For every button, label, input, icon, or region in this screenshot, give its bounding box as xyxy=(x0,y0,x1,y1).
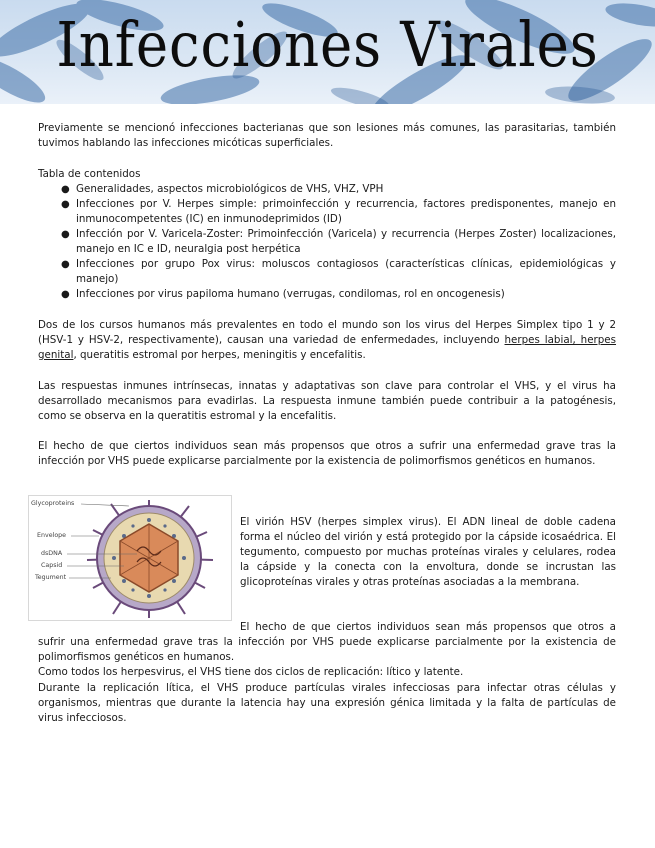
polymorphism-repeat-paragraph: El hecho de que ciertos individuos sean más propensos que otros a sufrir una enfermedad grave tras la infección por VHS puede explicarse parcialmente por la existencia de polimorfismos genéticos en humanos. xyxy=(38,621,616,663)
herpes-types-link[interactable]: herpes labial, herpes genital xyxy=(38,334,617,361)
capsid-label: Capsid xyxy=(41,562,63,569)
bullet-icon: ● xyxy=(61,289,70,300)
header-banner xyxy=(0,0,655,104)
glycoproteins-label: Glycoproteins xyxy=(31,500,75,507)
list-item: ● Infecciones por V. Herpes simple: primoinfección y recurrencia, factores predisponentes, manejo en inmunocompetentes (IC) en inmunodeprimidos (ID) xyxy=(61,198,616,225)
bullet-icon: ● xyxy=(61,184,70,195)
envelope-label: Envelope xyxy=(37,532,67,539)
list-item: ● Generalidades, aspectos microbiológicos de VHS, VHZ, VPH xyxy=(61,183,384,195)
virion-description-paragraph: El virión HSV (herpes simplex virus). El ADN lineal de doble cadena forma el núcleo del virión y está protegido por la cápside icosaédrica. El tegumento, compuesto por muchas proteínas virales y celulares, rodea la cápside y la conecta con la envoltura, donde se incrustan las glicoproteínas virales y otras proteínas asociadas a la membrana. xyxy=(240,516,616,588)
page-title: Infecciones Virales xyxy=(56,8,599,81)
bullet-icon: ● xyxy=(61,229,70,240)
toc-title: Tabla de contenidos xyxy=(38,168,141,180)
bullet-icon: ● xyxy=(61,199,70,210)
virion-illustration xyxy=(29,496,231,620)
intro-paragraph: Previamente se mencionó infecciones bacterianas que son lesiones más comunes, las parasitarias, también tuvimos hablando las infecciones micóticas superficiales. xyxy=(38,122,616,149)
bullet-icon: ● xyxy=(61,259,70,270)
herpes-overview-paragraph: Dos de los cursos humanos más prevalentes en todo el mundo son los virus del Herpes Simplex tipo 1 y 2 (HSV-1 y HSV-2, respectivamente), causan una variedad de enfermedades, incluyendo herpes labial, herpes genital, queratitis estromal por herpes, meningitis y encefalitis. xyxy=(38,319,617,361)
list-item: ● Infecciones por grupo Pox virus: moluscos contagiosos (características clínicas, epidemiológicas y manejo) xyxy=(61,258,616,285)
replication-cycles-paragraph: Como todos los herpesvirus, el VHS tiene dos ciclos de replicación: lítico y latente. xyxy=(38,666,464,678)
immune-response-paragraph: Las respuestas inmunes intrínsecas, innatas y adaptativas son clave para controlar el VHS, y el virus ha desarrollado mecanismos para evadirlas. La respuesta inmune también puede contribuir a la patogénesis, como se observa en la queratitis estromal y la encefalitis. xyxy=(38,380,616,422)
lytic-latency-paragraph: Durante la replicación lítica, el VHS produce partículas virales infecciosas para infectar otras células y organismos, mientras que durante la latencia hay una expresión génica limitada y la falta de partículas de virus infecciosos. xyxy=(38,682,616,724)
hsv-virion-diagram xyxy=(28,495,232,621)
list-item: ● Infecciones por virus papiloma humano (verrugas, condilomas, rol en oncogenesis) xyxy=(61,288,505,300)
toc-list xyxy=(38,182,616,302)
tegument-label: Tegument xyxy=(35,574,67,581)
dsdna-label: dsDNA xyxy=(41,550,63,557)
list-item: ● Infección por V. Varicela-Zoster: Primoinfección (Varicela) y recurrencia (Herpes Zoster) localizaciones, manejo en IC e ID, neuralgia post herpética xyxy=(61,228,616,255)
genetic-polymorphism-paragraph: El hecho de que ciertos individuos sean más propensos que otros a sufrir una enfermedad grave tras la infección por VHS puede explicarse parcialmente por la existencia de polimorfismos genéticos en humanos. xyxy=(38,440,616,467)
